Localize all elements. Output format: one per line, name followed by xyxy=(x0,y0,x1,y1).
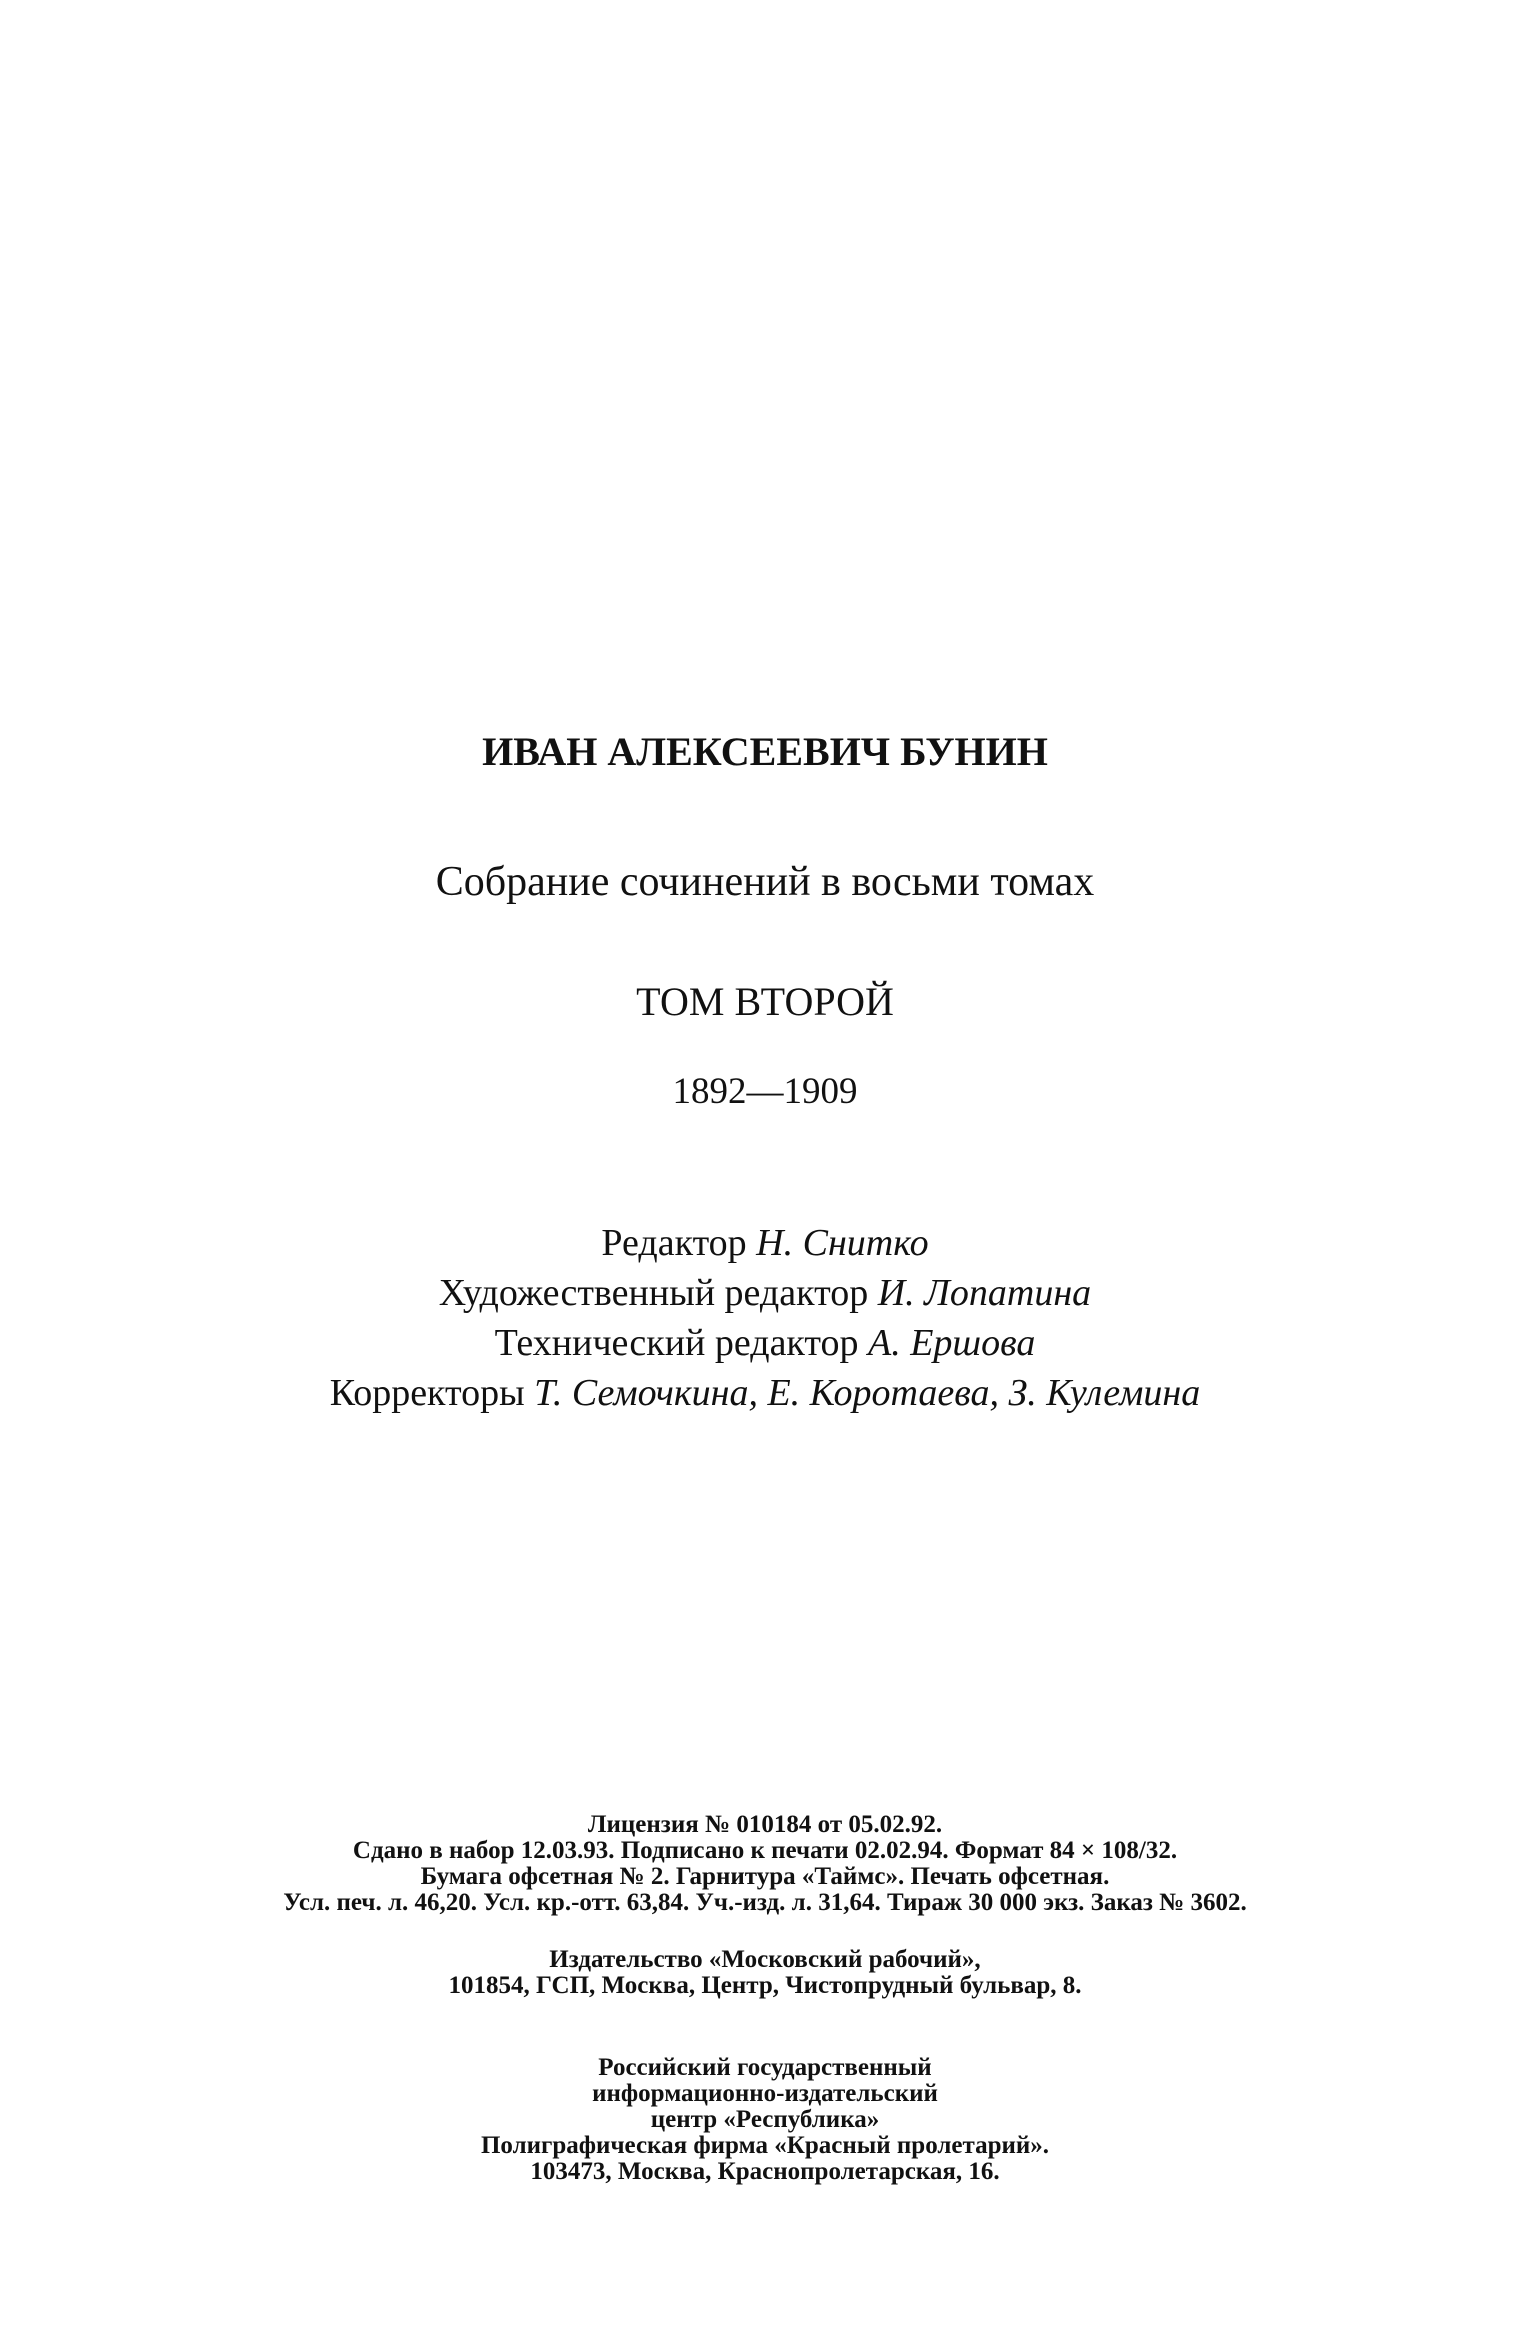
printer-info xyxy=(0,2055,1530,2185)
years-range: 1892—1909 xyxy=(672,1071,858,1112)
printer-line: информационно-издательский xyxy=(592,2080,938,2107)
imprint-details xyxy=(0,1812,1530,1916)
series-title: Собрание сочинений в восьми томах xyxy=(435,859,1095,905)
credit-role: Корректоры xyxy=(329,1372,525,1414)
credit-art-editor xyxy=(0,1268,1530,1318)
imprint-print-run: Усл. печ. л. 46,20. Усл. кр.-отт. 63,84. Уч.-изд. л. 31,64. Тираж 30 000 экз. Заказ № 3602. xyxy=(283,1889,1247,1916)
publisher-name: Издательство «Московский рабочий», xyxy=(549,1946,981,1973)
credit-tech-editor xyxy=(0,1318,1530,1368)
printer-line: центр «Республика» xyxy=(650,2106,880,2133)
imprint-dates-format: Сдано в набор 12.03.93. Подписано к печати 02.02.94. Формат 84 × 108/32. xyxy=(352,1837,1178,1864)
author-name: ИВАН АЛЕКСЕЕВИЧ БУНИН xyxy=(482,729,1048,774)
publisher-info xyxy=(0,1947,1530,1999)
printer-address: 103473, Москва, Краснопролетарская, 16. xyxy=(530,2158,1000,2185)
credits-list xyxy=(0,1218,1530,1418)
credit-role: Редактор xyxy=(601,1222,747,1264)
printer-line: Полиграфическая фирма «Красный пролетарий». xyxy=(480,2132,1050,2159)
credit-proofreaders xyxy=(0,1368,1530,1418)
publisher-address: 101854, ГСП, Москва, Центр, Чистопрудный бульвар, 8. xyxy=(448,1972,1082,1999)
credit-role: Художественный редактор xyxy=(438,1272,869,1314)
printer-line: Российский государственный xyxy=(598,2054,932,2081)
credit-name: Т. Семочкина, Е. Коротаева, З. Кулемина xyxy=(534,1372,1201,1414)
credit-editor xyxy=(0,1218,1530,1268)
credit-role: Технический редактор xyxy=(494,1322,859,1364)
credit-name: Н. Снитко xyxy=(756,1222,929,1264)
volume-title: ТОМ ВТОРОЙ xyxy=(636,979,894,1024)
imprint-license: Лицензия № 010184 от 05.02.92. xyxy=(587,1811,943,1838)
credit-name: А. Ершова xyxy=(868,1322,1036,1364)
credit-name: И. Лопатина xyxy=(877,1272,1092,1314)
imprint-paper: Бумага офсетная № 2. Гарнитура «Таймс». Печать офсетная. xyxy=(420,1863,1110,1890)
